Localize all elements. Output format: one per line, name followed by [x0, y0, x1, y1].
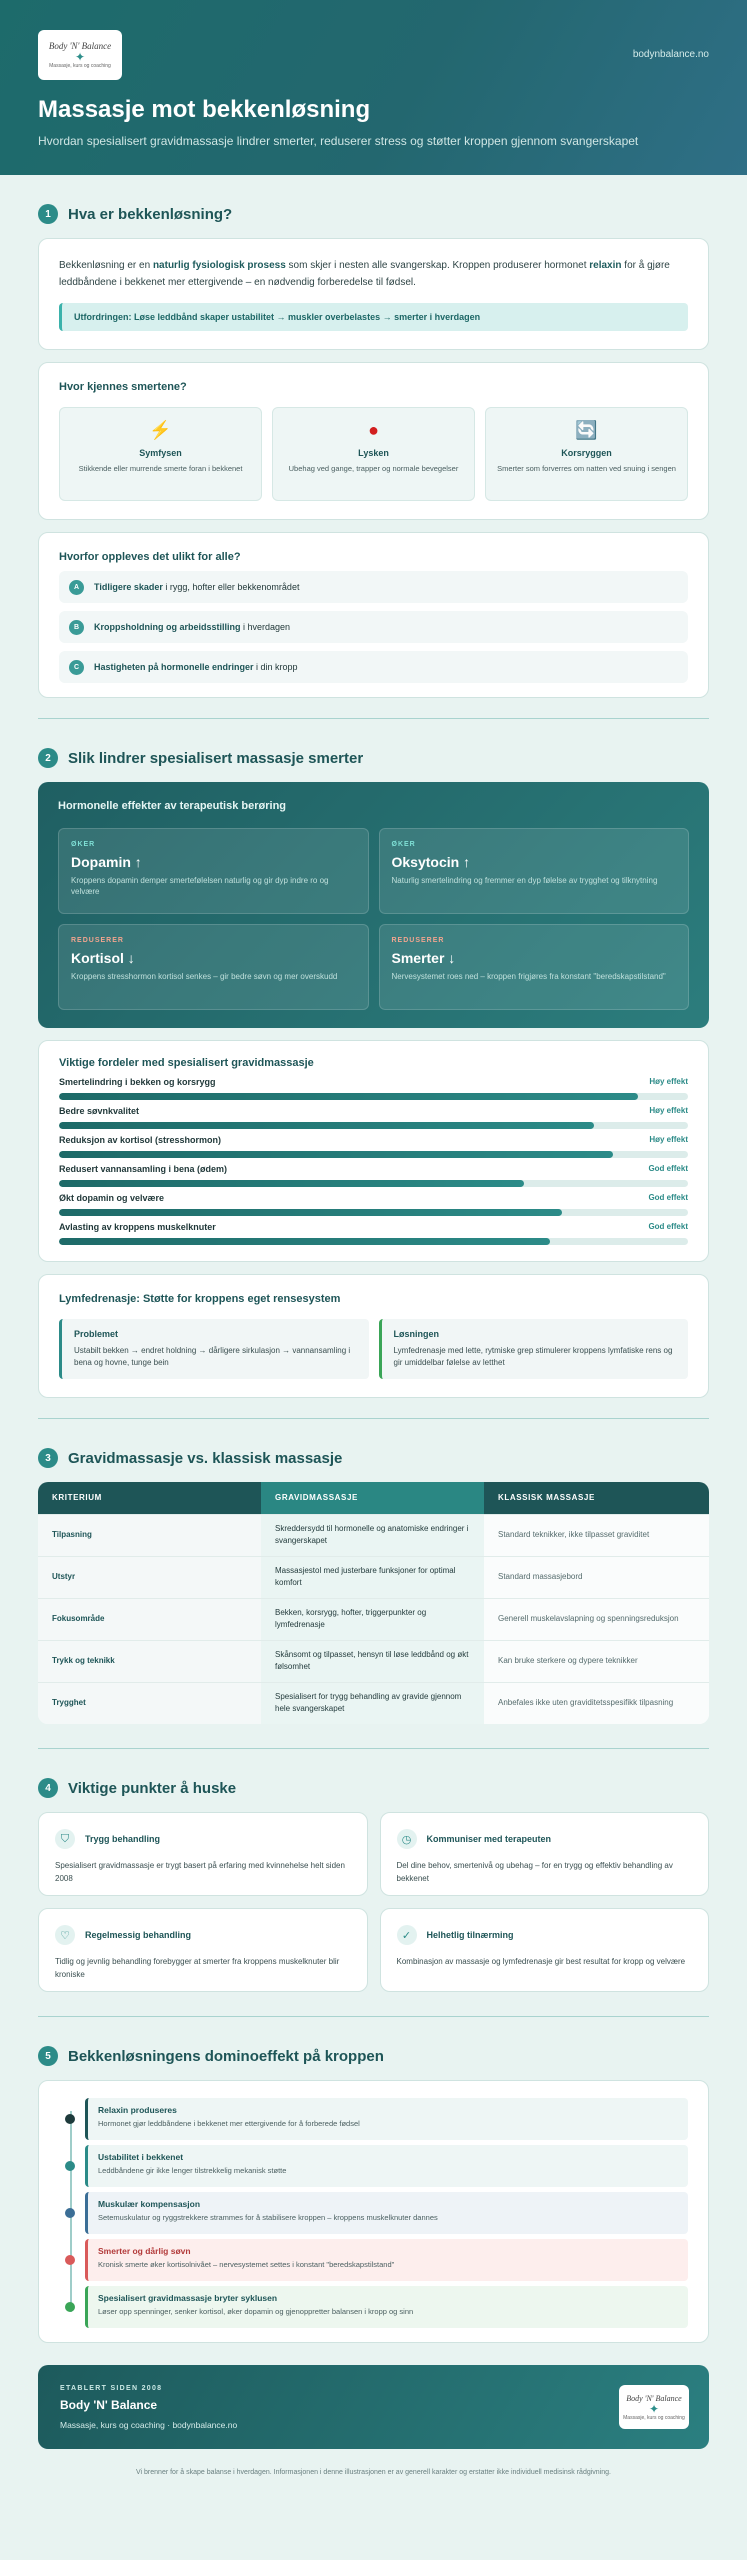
benefit-header: [59, 1077, 688, 1093]
logo[interactable]: [38, 30, 122, 80]
effect-label: Høy effekt: [649, 1106, 688, 1115]
cycle-arrows-icon: 🔄: [575, 420, 598, 440]
card-title: Lymfedrenasje: Støtte for kroppens eget rensesystem: [59, 1293, 341, 1305]
solution-title: Løsningen: [393, 1329, 439, 1339]
benefit-label: Økt dopamin og velvære: [59, 1193, 165, 1203]
hormone-desc: Nervesystemet roes ned – kroppen frigjøres fra konstant "beredskapstilstand": [391, 972, 666, 981]
location-desc: Stikkende eller murrende smerte foran i bekkenet: [78, 464, 243, 473]
step-box: [85, 2098, 688, 2140]
section-title: Bekkenløsningens dominoeffekt på kroppen: [68, 2047, 384, 2065]
card-title: Hvor kjennes smertene?: [59, 381, 187, 393]
bar-fill: [59, 1122, 594, 1129]
divider: [38, 1418, 709, 1419]
domino-step: [65, 2192, 688, 2234]
domino-step: [65, 2145, 688, 2187]
page-title: Massasje mot bekkenløsning: [38, 96, 371, 123]
logo-text: Body 'N' Balance: [48, 41, 112, 51]
pregnancy-massage-cell: Spesialisert for trygg behandling av gravide gjennom hele svangerskapet: [261, 1682, 484, 1724]
benefit-row: [59, 1164, 688, 1187]
benefit-header: [59, 1222, 688, 1238]
classic-massage-cell: Standard teknikker, ikke tilpasset graviditet: [484, 1514, 709, 1556]
hormone-card: [58, 828, 369, 914]
lymph-card: [38, 1274, 709, 1398]
effect-label: God effekt: [648, 1164, 688, 1173]
hormone-card: [379, 924, 690, 1010]
heart-icon: ♡: [55, 1925, 75, 1945]
step-box: [85, 2239, 688, 2281]
problem-desc: Ustabilt bekken → endret holdning → dårligere sirkulasjon → vannansamling i bena og hovne, tunge bein: [74, 1346, 351, 1367]
effect-label: Høy effekt: [649, 1135, 688, 1144]
comparison-table: [38, 1482, 709, 1724]
page-subtitle: Hvordan spesialisert gravidmassasje lindrer smerter, reduserer stress og støtter kroppen gjennom svangerskapet: [38, 134, 639, 148]
clock-icon: ◷: [397, 1829, 417, 1849]
hormone-desc: Kroppens dopamin demper smertefølelsen naturlig og gir dyp indre ro og velvære: [71, 876, 329, 896]
pregnancy-massage-cell: Skånsomt og tilpasset, hensyn til løse leddbånd og økt følsomhet: [261, 1640, 484, 1682]
divider: [38, 2016, 709, 2017]
hormone-name: Kortisol ↓: [71, 950, 135, 966]
bar-fill: [59, 1151, 613, 1158]
bar-fill: [59, 1238, 550, 1245]
step-desc: Kronisk smerte øker kortisolnivået – nervesystemet settes i konstant "beredskapstilstand": [98, 2260, 395, 2269]
step-desc: Setemuskulatur og ryggstrekkere strammes for å stabilisere kroppen – kroppens muskelknuter dannes: [98, 2213, 438, 2222]
disclaimer: Vi brenner for å skape balanse i hverdagen. Informasjonen i denne illustrasjonen er av generell karakter og erstatter ikke individuell medisinsk rådgivning.: [136, 2469, 611, 2476]
benefit-header: [59, 1135, 688, 1151]
footer-banner: [38, 2365, 709, 2449]
benefit-label: Avlasting av kroppens muskelknuter: [59, 1222, 216, 1232]
figure-icon: ✦: [74, 50, 86, 64]
classic-massage-cell: Anbefales ikke uten graviditetsspesifikk tilpasning: [484, 1682, 709, 1724]
step-box: [85, 2286, 688, 2328]
intro-text: Bekkenløsning er en naturlig fysiologisk prosess som skjer i nesten alle svangerskap. Kroppen produserer hormonet relaxin for å gjøre leddbåndene i bekkenet mer ettergivende – en nødvendig forberedelse til fødsel.: [59, 260, 670, 288]
effect-label: God effekt: [648, 1193, 688, 1202]
point-header: [397, 1829, 693, 1849]
bar-fill: [59, 1209, 562, 1216]
table-header: KLASSISK MASSASJE: [484, 1482, 709, 1514]
section-number: 4: [38, 1778, 58, 1798]
benefits-card: [38, 1040, 709, 1262]
panel-title: Hormonelle effekter av terapeutisk berøring: [58, 800, 287, 812]
bar-track: [59, 1093, 688, 1100]
table-row: [38, 1682, 709, 1724]
card-title: Hvorfor oppleves det ulikt for alle?: [59, 551, 241, 563]
point-title: Regelmessig behandling: [85, 1930, 192, 1940]
divider: [38, 1748, 709, 1749]
footer-logo[interactable]: [619, 2385, 689, 2429]
hormone-tag: ØKER: [391, 841, 416, 848]
table-row: [38, 1556, 709, 1598]
step-title: Muskulær kompensasjon: [98, 2199, 201, 2209]
section-number: 5: [38, 2046, 58, 2066]
point-card: [38, 1812, 368, 1896]
location-desc: Ubehag ved gange, trapper og normale bevegelser: [288, 464, 459, 473]
section-number: 2: [38, 748, 58, 768]
benefit-label: Bedre søvnkvalitet: [59, 1106, 140, 1116]
pregnancy-massage-cell: Bekken, korsrygg, hofter, triggerpunkter og lymfedrenasje: [261, 1598, 484, 1640]
benefit-header: [59, 1164, 688, 1180]
section-5-heading: [38, 2046, 709, 2066]
benefit-header: [59, 1106, 688, 1122]
hormone-grid: [58, 828, 689, 1010]
step-title: Ustabilitet i bekkenet: [98, 2152, 184, 2162]
step-dot: [65, 2114, 75, 2124]
red-circle-icon: ●: [368, 420, 379, 440]
footer-tag: ETABLERT SIDEN 2008: [60, 2385, 163, 2392]
domino-card: [38, 2080, 709, 2343]
step-desc: Leddbåndene gir ikke lenger tilstrekkelig mekanisk støtte: [98, 2166, 287, 2175]
pain-location-item: [485, 407, 688, 501]
benefit-row: [59, 1135, 688, 1158]
point-card: [38, 1908, 368, 1992]
point-desc: Del dine behov, smertenivå og ubehag – for en trygg og effektiv behandling av bekkenet: [396, 1861, 673, 1883]
benefit-label: Redusert vannansamling i bena (ødem): [59, 1164, 228, 1174]
benefit-row: [59, 1106, 688, 1129]
hormone-tag: REDUSERER: [71, 937, 124, 944]
logo-text: Body 'N' Balance: [626, 2393, 682, 2403]
criterion-cell: Trygghet: [38, 1682, 261, 1724]
step-box: [85, 2145, 688, 2187]
pain-location-item: [272, 407, 475, 501]
criterion-cell: Trykk og teknikk: [38, 1640, 261, 1682]
point-desc: Kombinasjon av massasje og lymfedrenasje gir best resultat for kropp og velvære: [396, 1957, 686, 1966]
benefit-bars: [59, 1077, 688, 1245]
step-title: Spesialisert gravidmassasje bryter syklusen: [98, 2293, 278, 2303]
footer-subtitle: Massasje, kurs og coaching · bodynbalance.no: [60, 2420, 238, 2430]
benefit-label: Smertelindring i bekken og korsrygg: [59, 1077, 216, 1087]
benefit-header: [59, 1193, 688, 1209]
benefit-row: [59, 1077, 688, 1100]
bar-fill: [59, 1093, 638, 1100]
reason-item: [59, 611, 688, 643]
section-title: Hva er bekkenløsning?: [68, 205, 233, 223]
point-title: Kommuniser med terapeuten: [426, 1834, 552, 1844]
classic-massage-cell: Standard massasjebord: [484, 1556, 709, 1598]
criterion-cell: Utstyr: [38, 1556, 261, 1598]
footer-brand: Body 'N' Balance: [60, 2398, 158, 2412]
section-title: Viktige punkter å huske: [68, 1779, 237, 1797]
point-card: [380, 1812, 710, 1896]
hormone-tag: ØKER: [71, 841, 96, 848]
section-number: 1: [38, 204, 58, 224]
table-row: [38, 1640, 709, 1682]
pain-location-item: [59, 407, 262, 501]
step-title: Smerter og dårlig søvn: [98, 2246, 191, 2256]
point-title: Trygg behandling: [85, 1834, 161, 1844]
reason-letter: A: [69, 580, 84, 595]
section-title: Gravidmassasje vs. klassisk massasje: [68, 1449, 343, 1467]
challenge-callout: Utfordringen: Løse leddbånd skaper ustabilitet → muskler overbelastes → smerter i hverdagen: [59, 303, 688, 331]
hormone-name: Smerter ↓: [391, 950, 456, 966]
step-box: [85, 2192, 688, 2234]
hormone-desc: Naturlig smertelindring og fremmer en dyp følelse av trygghet og tilknytning: [391, 876, 658, 885]
points-grid: [38, 1812, 709, 1992]
hormone-desc: Kroppens stresshormon kortisol senkes – gir bedre søvn og mer overskudd: [71, 972, 338, 981]
bar-fill: [59, 1180, 524, 1187]
step-title: Relaxin produseres: [98, 2105, 177, 2115]
domino-step: [65, 2286, 688, 2328]
point-card: [380, 1908, 710, 1992]
shield-icon: ⛉: [55, 1829, 75, 1849]
reason-text: Tidligere skader i rygg, hofter eller bekkenområdet: [94, 582, 300, 592]
step-desc: Løser opp spenninger, senker kortisol, øker dopamin og gjenoppretter balansen i kropp og sinn: [98, 2307, 414, 2316]
logo-tagline: Massasje, kurs og coaching: [623, 2414, 685, 2421]
table-header: GRAVIDMASSASJE: [261, 1482, 484, 1514]
bar-track: [59, 1180, 688, 1187]
point-header: [55, 1829, 351, 1849]
classic-massage-cell: Kan bruke sterkere og dypere teknikker: [484, 1640, 709, 1682]
hormone-panel: [38, 782, 709, 1028]
bar-track: [59, 1122, 688, 1129]
point-header: [397, 1925, 693, 1945]
point-header: [55, 1925, 351, 1945]
table-header: KRITERIUM: [38, 1482, 261, 1514]
reason-letter: C: [69, 660, 84, 675]
location-desc: Smerter som forverres om natten ved snuing i sengen: [497, 464, 676, 473]
domino-steps: [65, 2098, 688, 2328]
hormone-card: [58, 924, 369, 1010]
reason-text: Hastigheten på hormonelle endringer i din kropp: [94, 662, 298, 672]
bar-track: [59, 1238, 688, 1245]
benefit-row: [59, 1222, 688, 1245]
reason-letter: B: [69, 620, 84, 635]
section-4-heading: [38, 1778, 709, 1798]
pregnancy-massage-cell: Massasjestol med justerbare funksjoner for optimal komfort: [261, 1556, 484, 1598]
table-row: [38, 1598, 709, 1640]
criterion-cell: Fokusområde: [38, 1598, 261, 1640]
section-2-heading: [38, 748, 709, 768]
hormone-tag: REDUSERER: [391, 937, 445, 944]
reason-item: [59, 651, 688, 683]
section-3-heading: [38, 1448, 709, 1468]
point-desc: Spesialisert gravidmassasje er trygt basert på erfaring med kvinnehelse helt siden 2008: [55, 1861, 345, 1883]
reason-item: [59, 571, 688, 603]
effect-label: Høy effekt: [649, 1077, 688, 1086]
logo-tagline: Massasje, kurs og coaching: [49, 63, 111, 69]
hormone-name: Oksytocin ↑: [391, 854, 471, 870]
location-title: Korsryggen: [561, 448, 612, 458]
location-title: Lysken: [358, 448, 389, 458]
step-dot: [65, 2302, 75, 2312]
hormone-name: Dopamin ↑: [71, 854, 142, 870]
bar-track: [59, 1151, 688, 1158]
classic-massage-cell: Generell muskelavslapning og spenningsreduksjon: [484, 1598, 709, 1640]
section-1-heading: [38, 204, 709, 224]
hero-header: [0, 0, 747, 175]
lightning-icon: ⚡: [149, 420, 172, 440]
solution-desc: Lymfedrenasje med lette, rytmiske grep stimulerer kroppens lymfatiske rens og gir umiddelbar følelse av letthet: [393, 1346, 673, 1367]
domino-step: [65, 2098, 688, 2140]
bar-track: [59, 1209, 688, 1216]
section-number: 3: [38, 1448, 58, 1468]
pregnancy-massage-cell: Skreddersydd til hormonelle og anatomiske endringer i svangerskapet: [261, 1514, 484, 1556]
solution-box: [379, 1319, 689, 1379]
divider: [38, 718, 709, 719]
intro-card: [38, 238, 709, 350]
benefit-label: Reduksjon av kortisol (stresshormon): [59, 1135, 222, 1145]
pain-location-card: [38, 362, 709, 520]
step-dot: [65, 2208, 75, 2218]
step-dot: [65, 2161, 75, 2171]
problem-title: Problemet: [74, 1329, 119, 1339]
benefit-row: [59, 1193, 688, 1216]
domino-step: [65, 2239, 688, 2281]
step-dot: [65, 2255, 75, 2265]
table-row: [38, 1514, 709, 1556]
section-title: Slik lindrer spesialisert massasje smerter: [68, 749, 364, 767]
site-url[interactable]: bodynbalance.no: [632, 49, 709, 60]
hormone-card: [379, 828, 690, 914]
point-title: Helhetlig tilnærming: [426, 1930, 514, 1940]
problem-box: [59, 1319, 369, 1379]
pain-location-list: [59, 407, 688, 501]
reason-list: [59, 571, 688, 683]
effect-label: God effekt: [648, 1222, 688, 1231]
card-title: Viktige fordeler med spesialisert gravidmassasje: [59, 1057, 314, 1069]
criterion-cell: Tilpasning: [38, 1514, 261, 1556]
reason-text: Kroppsholdning og arbeidsstilling i hverdagen: [94, 622, 291, 632]
check-circle-icon: ✓: [397, 1925, 417, 1945]
point-desc: Tidlig og jevnlig behandling forebygger at smerter fra kroppens muskelknuter blir kroniske: [55, 1957, 340, 1979]
figure-icon: ✦: [648, 2401, 660, 2416]
why-card: [38, 532, 709, 698]
location-title: Symfysen: [139, 448, 182, 458]
step-desc: Hormonet gjør leddbåndene i bekkenet mer ettergivende for å forberede fødsel: [98, 2119, 360, 2128]
